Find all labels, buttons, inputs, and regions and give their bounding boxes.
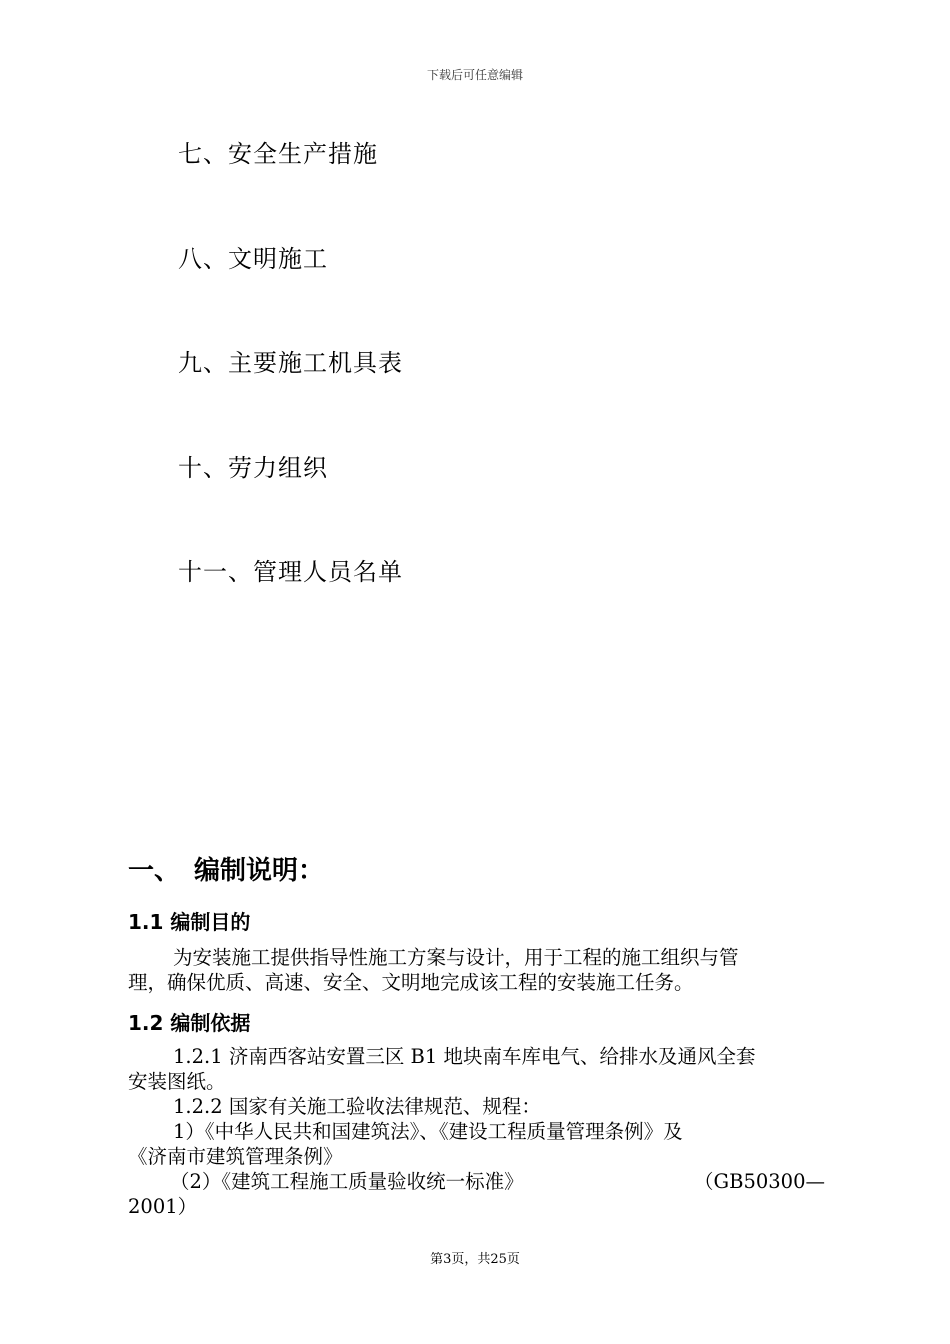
section-title: 编制说明： [194,856,325,886]
toc-item-management-staff: 十一、管理人员名单 [178,558,403,586]
paragraph-line: 《济南市建筑管理条例》 [128,1145,343,1168]
section-number: 一、 [128,856,181,886]
page-header: 下载后可任意编辑 [426,68,523,82]
basis-paragraph [128,1044,825,1219]
paragraph-line: 安装图纸。 [128,1070,226,1093]
paragraph-line: 理，确保优质、高速、安全、文明地完成该工程的安装施工任务。 [128,971,694,994]
toc-item-safety: 七、安全生产措施 [178,140,378,168]
paragraph-line: 1.2.2 国家有关施工验收法律规范、规程： [173,1095,541,1118]
standard-title: （2）《建筑工程施工质量验收统一标准》 [170,1170,524,1193]
page-footer: 第3页，共25页 [430,1252,520,1267]
paragraph-line-justified [128,1169,825,1194]
toc-item-machinery-table: 九、主要施工机具表 [178,349,403,377]
paragraph-line: 1.2.1 济南西客站安置三区 B1 地块南车库电气、给排水及通风全套 [173,1045,756,1068]
paragraph-line: 为安装施工提供指导性施工方案与设计，用于工程的施工组织与管 [173,946,739,969]
paragraph-line: 2001） [128,1195,198,1218]
subsection-heading-basis: 1.2 编制依据 [128,1011,251,1035]
section-heading [128,850,324,887]
paragraph-line: 1）《中华人民共和国建筑法》、《建设工程质量管理条例》及 [173,1120,683,1143]
toc-item-labor-organization: 十、劳力组织 [178,454,328,482]
toc-item-civilized-construction: 八、文明施工 [178,245,328,273]
subsection-heading-purpose: 1.1 编制目的 [128,910,251,934]
purpose-paragraph [128,945,825,995]
standard-code: （GB50300— [694,1170,825,1193]
